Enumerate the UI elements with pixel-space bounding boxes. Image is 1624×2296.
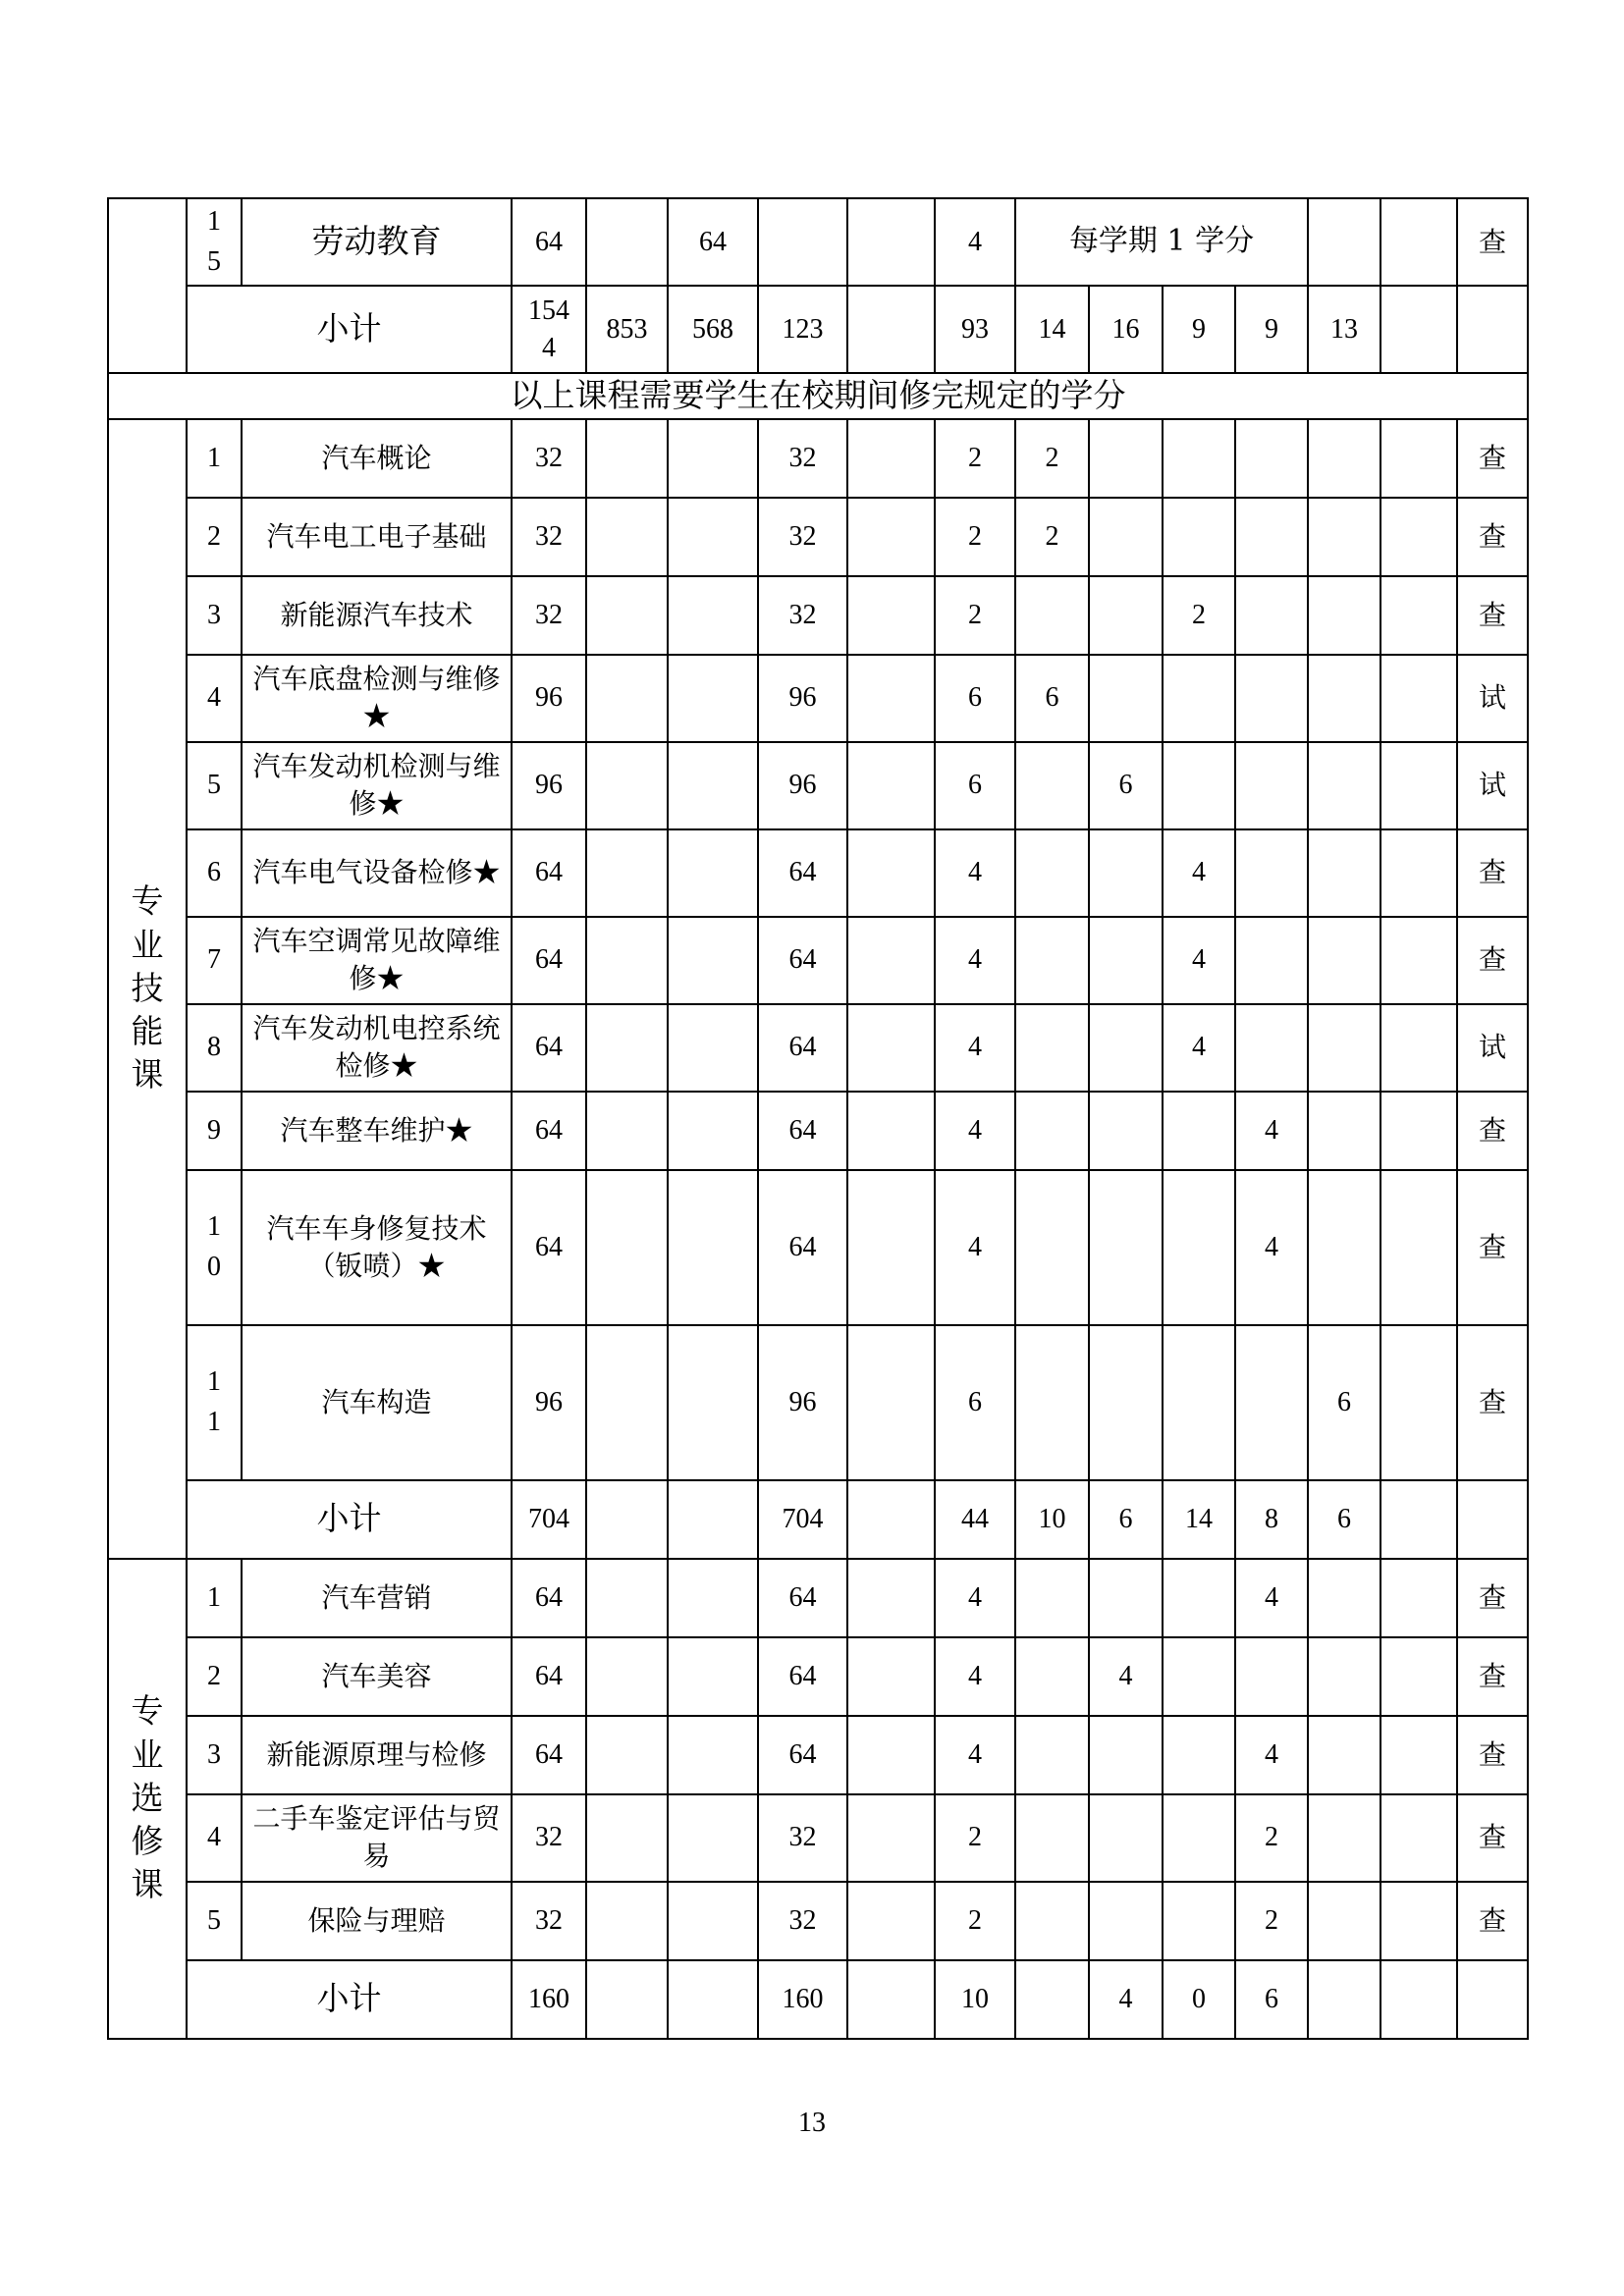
exam-type: 查 [1457, 1559, 1528, 1637]
course-schedule-table [107, 197, 1529, 2040]
semester-4 [1235, 1325, 1308, 1480]
semester-1 [1015, 1882, 1089, 1960]
exam-type: 查 [1457, 829, 1528, 917]
hours-col4: 32 [758, 419, 847, 498]
credits: 2 [935, 498, 1015, 576]
table-row [108, 1716, 1528, 1794]
table-row [108, 1794, 1528, 1882]
semester-4 [1235, 498, 1308, 576]
exam-type: 试 [1457, 1004, 1528, 1092]
subtotal-row [108, 1480, 1528, 1559]
semester-2: 4 [1089, 1960, 1163, 2039]
hours-total: 64 [512, 1170, 586, 1325]
semester-1: 10 [1015, 1480, 1089, 1559]
semester-5 [1308, 1882, 1380, 1960]
hours-col4: 64 [758, 1716, 847, 1794]
credits: 10 [935, 1960, 1015, 2039]
exam-type: 查 [1457, 198, 1528, 286]
course-name: 汽车构造 [242, 1325, 512, 1480]
semester-3 [1163, 1794, 1235, 1882]
semester-3: 4 [1163, 1004, 1235, 1092]
subtotal-row [108, 286, 1528, 373]
credits: 6 [935, 655, 1015, 742]
semester-3 [1163, 1882, 1235, 1960]
hours-col4: 160 [758, 1960, 847, 2039]
hours-col4: 32 [758, 1794, 847, 1882]
semester-4 [1235, 419, 1308, 498]
semester-4: 9 [1235, 286, 1308, 373]
semester-3: 14 [1163, 1480, 1235, 1559]
semester-2 [1089, 655, 1163, 742]
semester-4 [1235, 655, 1308, 742]
exam-type: 查 [1457, 1716, 1528, 1794]
course-index: 4 [187, 655, 242, 742]
hours-col4: 64 [758, 1092, 847, 1170]
exam-type: 查 [1457, 1882, 1528, 1960]
hours-total: 32 [512, 419, 586, 498]
subtotal-row [108, 1960, 1528, 2039]
semester-5 [1308, 1559, 1380, 1637]
semester-4 [1235, 829, 1308, 917]
semester-2: 4 [1089, 1637, 1163, 1716]
semester-4: 2 [1235, 1794, 1308, 1882]
hours-total: 96 [512, 1325, 586, 1480]
hours-col4: 32 [758, 576, 847, 655]
semester-5 [1308, 498, 1380, 576]
semester-1 [1015, 1325, 1089, 1480]
course-index: 6 [187, 829, 242, 917]
course-index: 10 [187, 1170, 242, 1325]
semester-4: 4 [1235, 1559, 1308, 1637]
course-name: 汽车车身修复技术（钣喷）★ [242, 1170, 512, 1325]
semester-3 [1163, 655, 1235, 742]
table-row [108, 1004, 1528, 1092]
course-index: 2 [187, 1637, 242, 1716]
semester-2: 6 [1089, 1480, 1163, 1559]
semester-5 [1308, 1637, 1380, 1716]
semester-3: 2 [1163, 576, 1235, 655]
semester-1: 2 [1015, 419, 1089, 498]
hours-col3: 64 [668, 198, 758, 286]
semester-3 [1163, 1170, 1235, 1325]
credits: 2 [935, 419, 1015, 498]
semester-2: 16 [1089, 286, 1163, 373]
credits: 4 [935, 1092, 1015, 1170]
semester-3: 9 [1163, 286, 1235, 373]
hours-col5 [847, 286, 935, 373]
semester-2 [1089, 829, 1163, 917]
semester-6 [1380, 198, 1457, 286]
course-name: 汽车电气设备检修★ [242, 829, 512, 917]
exam-type: 查 [1457, 1794, 1528, 1882]
credits: 4 [935, 1004, 1015, 1092]
semester-2 [1089, 419, 1163, 498]
category-label: 专业选修课 [108, 1559, 187, 2039]
hours-total: 96 [512, 655, 586, 742]
semester-5 [1308, 419, 1380, 498]
course-index: 11 [187, 1325, 242, 1480]
table-row [108, 1637, 1528, 1716]
hours-total: 32 [512, 576, 586, 655]
course-name: 保险与理赔 [242, 1882, 512, 1960]
hours-col4: 123 [758, 286, 847, 373]
semester-1 [1015, 576, 1089, 655]
hours-col5 [847, 198, 935, 286]
semester-5 [1308, 742, 1380, 829]
semester-4 [1235, 576, 1308, 655]
semester-2 [1089, 1325, 1163, 1480]
course-index: 3 [187, 1716, 242, 1794]
hours-col4: 64 [758, 917, 847, 1004]
subtotal-label: 小计 [187, 1480, 512, 1559]
hours-col4: 64 [758, 1170, 847, 1325]
table-row [108, 198, 1528, 286]
semester-5: 6 [1308, 1325, 1380, 1480]
semester-3: 4 [1163, 829, 1235, 917]
semester-3: 4 [1163, 917, 1235, 1004]
semester-1: 14 [1015, 286, 1089, 373]
hours-total: 32 [512, 1882, 586, 1960]
semester-1 [1015, 1170, 1089, 1325]
semester-4 [1235, 1637, 1308, 1716]
hours-col4 [758, 198, 847, 286]
exam-type [1457, 286, 1528, 373]
credits: 4 [935, 829, 1015, 917]
hours-total: 64 [512, 1004, 586, 1092]
exam-type: 查 [1457, 1637, 1528, 1716]
table-row [108, 829, 1528, 917]
hours-total: 64 [512, 1559, 586, 1637]
credits: 4 [935, 1716, 1015, 1794]
course-name: 汽车发动机检测与维修★ [242, 742, 512, 829]
course-name: 汽车整车维护★ [242, 1092, 512, 1170]
course-name: 新能源原理与检修 [242, 1716, 512, 1794]
credits: 2 [935, 1882, 1015, 1960]
table-row [108, 1325, 1528, 1480]
semester-1: 2 [1015, 498, 1089, 576]
semester-3 [1163, 1559, 1235, 1637]
semester-5 [1308, 1794, 1380, 1882]
course-index: 2 [187, 498, 242, 576]
course-name: 汽车电工电子基础 [242, 498, 512, 576]
course-name: 新能源汽车技术 [242, 576, 512, 655]
hours-total: 32 [512, 1794, 586, 1882]
semester-5 [1308, 1004, 1380, 1092]
course-name: 劳动教育 [242, 198, 512, 286]
hours-total: 32 [512, 498, 586, 576]
course-name: 汽车发动机电控系统检修★ [242, 1004, 512, 1092]
semester-5 [1308, 1960, 1380, 2039]
category-cell-empty [108, 198, 187, 373]
hours-col4: 96 [758, 655, 847, 742]
hours-total: 64 [512, 917, 586, 1004]
semester-5 [1308, 829, 1380, 917]
hours-total: 64 [512, 1637, 586, 1716]
semester-5 [1308, 1092, 1380, 1170]
semester-2 [1089, 1170, 1163, 1325]
course-index: 7 [187, 917, 242, 1004]
hours-col4: 704 [758, 1480, 847, 1559]
semester-5: 6 [1308, 1480, 1380, 1559]
table-row [108, 1092, 1528, 1170]
semester-4: 6 [1235, 1960, 1308, 2039]
semester-4 [1235, 917, 1308, 1004]
credits: 4 [935, 198, 1015, 286]
semester-5 [1308, 917, 1380, 1004]
course-name: 汽车底盘检测与维修★ [242, 655, 512, 742]
course-name: 二手车鉴定评估与贸易 [242, 1794, 512, 1882]
semester-3 [1163, 742, 1235, 829]
table-row [108, 917, 1528, 1004]
credits: 4 [935, 1559, 1015, 1637]
semester-1 [1015, 1960, 1089, 2039]
course-index: 8 [187, 1004, 242, 1092]
table-row [108, 655, 1528, 742]
hours-total: 160 [512, 1960, 586, 2039]
semester-5 [1308, 198, 1380, 286]
semester-1 [1015, 1794, 1089, 1882]
hours-col4: 32 [758, 498, 847, 576]
semester-1 [1015, 1637, 1089, 1716]
notice-text: 以上课程需要学生在校期间修完规定的学分 [108, 373, 1528, 419]
table-row [108, 498, 1528, 576]
semester-1 [1015, 917, 1089, 1004]
semester-3 [1163, 498, 1235, 576]
subtotal-label: 小计 [187, 1960, 512, 2039]
semester-1 [1015, 1559, 1089, 1637]
exam-type: 查 [1457, 1170, 1528, 1325]
semester-2 [1089, 917, 1163, 1004]
hours-col2: 853 [586, 286, 668, 373]
notice-row [108, 373, 1528, 419]
exam-type: 查 [1457, 576, 1528, 655]
semester-2 [1089, 1716, 1163, 1794]
hours-col4: 96 [758, 1325, 847, 1480]
course-index: 5 [187, 742, 242, 829]
table-row [108, 576, 1528, 655]
course-name: 汽车概论 [242, 419, 512, 498]
semester-3 [1163, 1716, 1235, 1794]
semester-2 [1089, 1794, 1163, 1882]
credits: 6 [935, 1325, 1015, 1480]
credits: 2 [935, 576, 1015, 655]
hours-col4: 64 [758, 1004, 847, 1092]
semester-3 [1163, 419, 1235, 498]
credits: 93 [935, 286, 1015, 373]
semester-3: 0 [1163, 1960, 1235, 2039]
hours-total: 64 [512, 1092, 586, 1170]
semester-4 [1235, 1004, 1308, 1092]
exam-type: 查 [1457, 1325, 1528, 1480]
semester-4: 8 [1235, 1480, 1308, 1559]
exam-type: 查 [1457, 917, 1528, 1004]
credits: 6 [935, 742, 1015, 829]
semester-3 [1163, 1637, 1235, 1716]
subtotal-label: 小计 [187, 286, 512, 373]
exam-type: 查 [1457, 1092, 1528, 1170]
hours-col2 [586, 198, 668, 286]
hours-total: 64 [512, 1716, 586, 1794]
table-row [108, 419, 1528, 498]
credit-note: 每学期 1 学分 [1015, 198, 1308, 286]
course-name: 汽车空调常见故障维修★ [242, 917, 512, 1004]
course-index: 3 [187, 576, 242, 655]
semester-1 [1015, 829, 1089, 917]
course-name: 汽车营销 [242, 1559, 512, 1637]
hours-total: 1544 [512, 286, 586, 373]
semester-4 [1235, 742, 1308, 829]
semester-4: 2 [1235, 1882, 1308, 1960]
credits: 2 [935, 1794, 1015, 1882]
semester-2 [1089, 1092, 1163, 1170]
hours-total: 64 [512, 829, 586, 917]
hours-col4: 64 [758, 1637, 847, 1716]
table-row [108, 1559, 1528, 1637]
credits: 4 [935, 917, 1015, 1004]
semester-2 [1089, 1882, 1163, 1960]
exam-type: 试 [1457, 655, 1528, 742]
semester-2 [1089, 1559, 1163, 1637]
course-index: 15 [187, 198, 242, 286]
hours-total: 96 [512, 742, 586, 829]
semester-1 [1015, 1004, 1089, 1092]
semester-4: 4 [1235, 1092, 1308, 1170]
semester-1: 6 [1015, 655, 1089, 742]
hours-col4: 64 [758, 1559, 847, 1637]
table-row [108, 1170, 1528, 1325]
table-row [108, 742, 1528, 829]
exam-type: 试 [1457, 742, 1528, 829]
course-index: 1 [187, 1559, 242, 1637]
semester-5: 13 [1308, 286, 1380, 373]
hours-col4: 64 [758, 829, 847, 917]
semester-3 [1163, 1092, 1235, 1170]
hours-total: 64 [512, 198, 586, 286]
course-name: 汽车美容 [242, 1637, 512, 1716]
exam-type: 查 [1457, 498, 1528, 576]
hours-total: 704 [512, 1480, 586, 1559]
semester-1 [1015, 742, 1089, 829]
semester-2 [1089, 1004, 1163, 1092]
course-index: 4 [187, 1794, 242, 1882]
semester-4: 4 [1235, 1716, 1308, 1794]
credits: 4 [935, 1637, 1015, 1716]
semester-5 [1308, 1170, 1380, 1325]
hours-col4: 96 [758, 742, 847, 829]
semester-5 [1308, 1716, 1380, 1794]
semester-1 [1015, 1092, 1089, 1170]
semester-3 [1163, 1325, 1235, 1480]
semester-6 [1380, 286, 1457, 373]
hours-col4: 32 [758, 1882, 847, 1960]
semester-4: 4 [1235, 1170, 1308, 1325]
page-number: 13 [798, 2108, 826, 2138]
exam-type: 查 [1457, 419, 1528, 498]
semester-2 [1089, 576, 1163, 655]
semester-1 [1015, 1716, 1089, 1794]
course-index: 1 [187, 419, 242, 498]
course-index: 5 [187, 1882, 242, 1960]
credits: 44 [935, 1480, 1015, 1559]
course-index: 9 [187, 1092, 242, 1170]
hours-col3: 568 [668, 286, 758, 373]
category-label: 专业技能课 [108, 419, 187, 1559]
semester-5 [1308, 576, 1380, 655]
semester-5 [1308, 655, 1380, 742]
credits: 4 [935, 1170, 1015, 1325]
semester-2: 6 [1089, 742, 1163, 829]
semester-2 [1089, 498, 1163, 576]
table-row [108, 1882, 1528, 1960]
